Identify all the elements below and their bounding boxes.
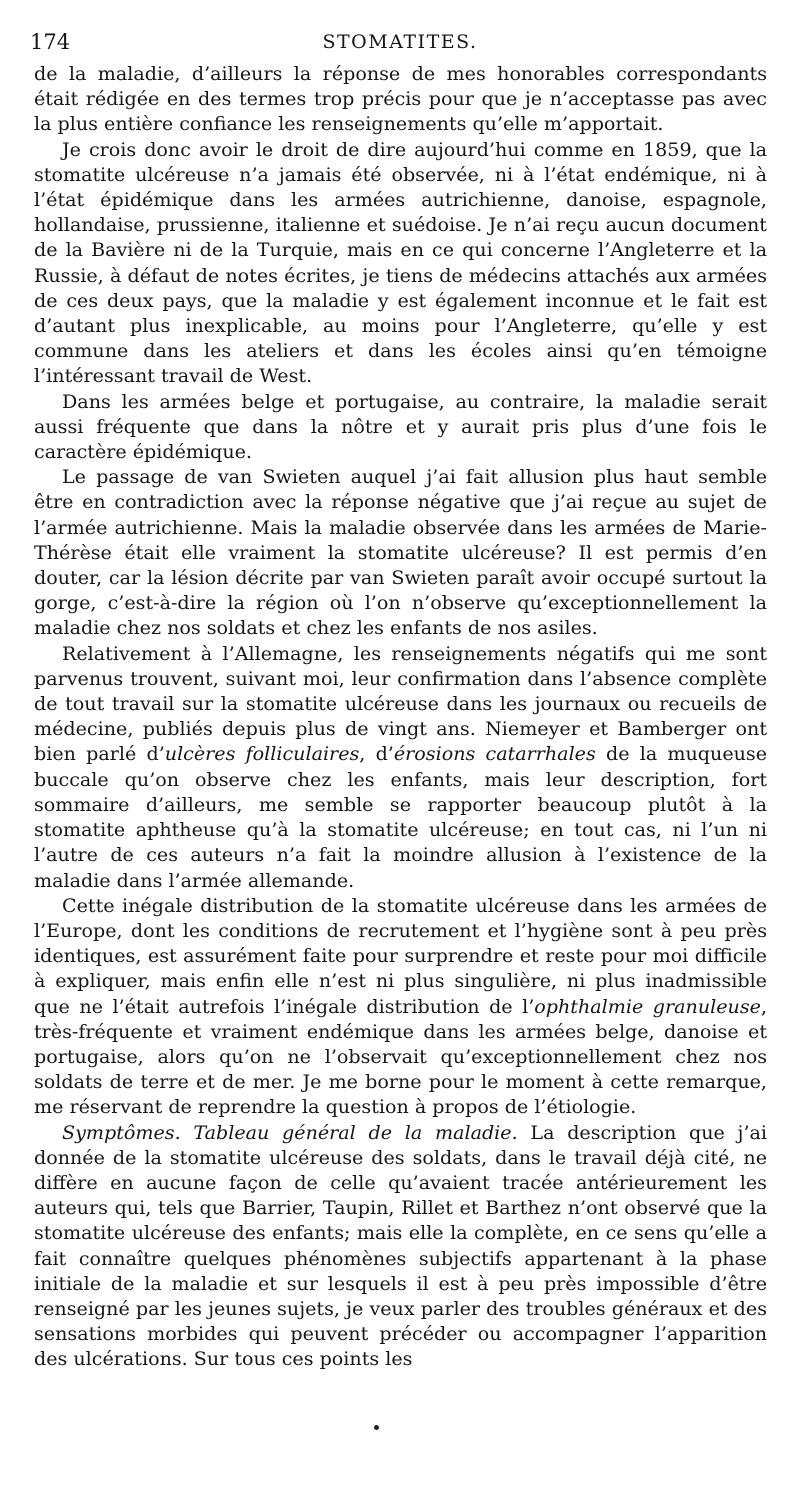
paragraph-text: de la muqueuse buccale qu’on observe chez les enfants, mais leur description, fort sommaire d’ailleurs, me semble se rapporter beaucoup plutôt à la stomatite aphtheuse qu’à la stomatite ulcéreuse; en tout cas, ni l’un ni l’autre de ces auteurs n’a fait la moindre allusion à l’existence de la maladie dans l’armée allemande.	[34, 742, 768, 892]
paragraph-text: Le passage de van Swieten auquel j’ai fait allusion plus haut semble être en contradiction avec la réponse négative que j’ai reçue au sujet de l’armée autrichienne. Mais la maladie observée dans les armées de Marie-Thérèse était elle vraiment la stomatite ulcéreuse? Il est permis d’en douter, car la lésion décrite par van Swieten paraît avoir occupé surtout la gorge, c’est-à-dire la région où l’on n’observe qu’exceptionnellement la maladie chez nos soldats et chez les enfants de nos asiles.	[34, 465, 767, 640]
paragraph-text: La description que j’ai donnée de la stomatite ulcéreuse des soldats, dans le travail déjà cité, ne diffère en aucune façon de celle qu’avaient tracée antérieurement les auteurs qui, tels que Barrier, Taupin, Rillet et Barthez n’ont observé que la stomatite ulcéreuse des enfants; mais elle la complète, en ce sens qu’elle a fait connaître quelques phénomènes subjectifs appartenant à la phase initiale de la maladie et sur lesquels il est à peu près impossible d’être renseigné par les jeunes sujets, je veux parler des troubles généraux et des sensations morbides qui peuvent précéder ou accompagner l’apparition des ulcérations. Sur tous ces points les	[34, 1120, 768, 1371]
paragraph	[34, 893, 767, 1120]
running-title: STOMATITES.	[322, 31, 478, 53]
page-number: 174	[30, 30, 71, 54]
paragraph	[34, 61, 767, 137]
printer-mark	[374, 1425, 379, 1430]
paragraph-text: , très-fréquente et vraiment endémique dans les armées belge, danoise et portugaise, alors qu’on ne l’observait qu’exceptionnellement chez nos soldats de terre et de mer. Je me borne pour le moment à cette remarque, me réservant de reprendre la question à propos de l’étiologie.	[34, 994, 768, 1119]
paragraph	[34, 137, 767, 389]
body-text	[34, 61, 767, 1372]
paragraph	[34, 389, 767, 465]
italic-text: ophthalmie granuleuse	[534, 994, 761, 1018]
paragraph-text: de la maladie, d’ailleurs la réponse de mes honorables correspondants était rédigée en des termes trop précis pour que je n’acceptasse pas avec la plus entière confiance les renseignements qu’elle m’apportait.	[34, 62, 767, 136]
page-header	[30, 28, 770, 56]
italic-text: Symptômes. Tableau général de la maladie.	[62, 1120, 518, 1144]
paragraph-text: Relativement à l’Allemagne, les renseignements négatifs qui me sont parvenus trouvent, suivant moi, leur confirmation dans l’absence complète de tout travail sur la stomatite ulcéreuse dans les journaux ou recueils de médecine, publiés depuis plus de vingt ans. Niemeyer et Bamberger ont bien parlé d’	[34, 641, 767, 766]
paragraph-text: , d’	[359, 742, 394, 766]
italic-text: ulcères folliculaires	[164, 742, 360, 766]
paragraph-text: Dans les armées belge et portugaise, au contraire, la maladie serait aussi fréquente que dans la nôtre et y aurait pris plus d’une fois le caractère épidémique.	[34, 389, 767, 464]
paragraph	[34, 464, 767, 640]
paragraph-text: Cette inégale distribution de la stomatite ulcéreuse dans les armées de l’Europe, dont les conditions de recrutement et l’hygiène sont à peu près identiques, est assurément faite pour surprendre et reste pour moi difficile à expliquer, mais enfin elle n’est ni plus singulière, ni plus inadmissible que ne l’était autrefois l’inégale distribution de l’	[34, 893, 767, 1018]
paragraph	[34, 1120, 767, 1372]
italic-text: érosions catarrhales	[393, 742, 596, 766]
paragraph-text: Je crois donc avoir le droit de dire aujourd’hui comme en 1859, que la stomatite ulcéreuse n’a jamais été observée, ni à l’état endémique, ni à l’état épidémique dans les armées autrichienne, danoise, espagnole, hollandaise, prussienne, italienne et suédoise. Je n’ai reçu aucun document de la Bavière ni de la Turquie, mais en ce qui concerne l’Angleterre et la Russie, à défaut de notes écrites, je tiens de médecins attachés aux armées de ces deux pays, que la maladie y est également inconnue et le fait est d’autant plus inexplicable, au moins pour l’Angleterre, qu’elle y est commune dans les ateliers et dans les écoles ainsi qu’en témoigne l’intéressant travail de West.	[34, 137, 767, 388]
paragraph	[34, 641, 767, 893]
